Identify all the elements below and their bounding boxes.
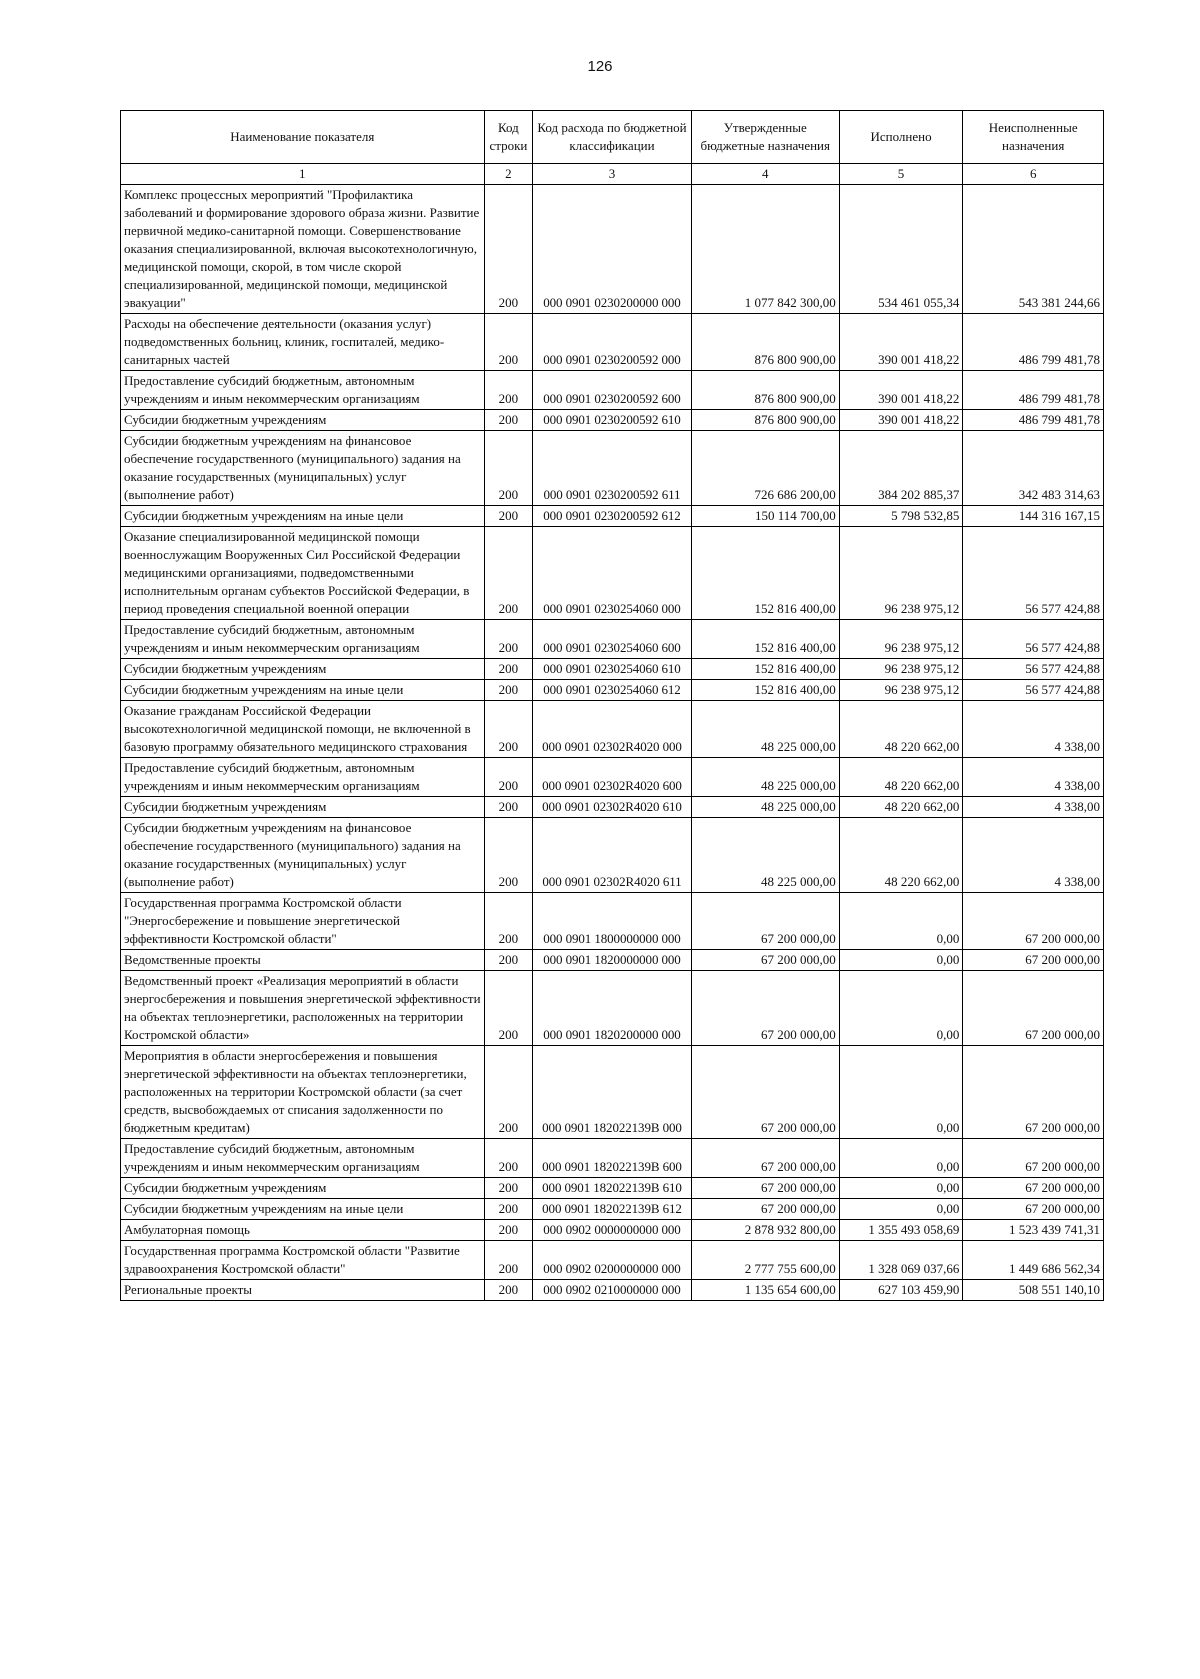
row-line-code: 200 bbox=[484, 527, 533, 620]
row-line-code: 200 bbox=[484, 620, 533, 659]
row-line-code: 200 bbox=[484, 659, 533, 680]
row-executed-amount: 5 798 532,85 bbox=[839, 506, 963, 527]
header-executed: Исполнено bbox=[839, 111, 963, 164]
row-classification-code: 000 0901 0230254060 600 bbox=[533, 620, 692, 659]
row-name: Субсидии бюджетным учреждениям bbox=[121, 659, 485, 680]
row-line-code: 200 bbox=[484, 971, 533, 1046]
row-approved-amount: 1 135 654 600,00 bbox=[691, 1280, 839, 1301]
table-row bbox=[121, 1199, 1104, 1220]
row-line-code: 200 bbox=[484, 1280, 533, 1301]
row-name: Амбулаторная помощь bbox=[121, 1220, 485, 1241]
table-row bbox=[121, 1241, 1104, 1280]
table-row bbox=[121, 371, 1104, 410]
row-classification-code: 000 0901 0230200592 612 bbox=[533, 506, 692, 527]
row-unexecuted-amount: 486 799 481,78 bbox=[963, 314, 1104, 371]
row-name: Ведомственный проект «Реализация мероприятий в области энергосбережения и повышения энергетической эффективности на объектах теплоэнергетики, расположенных на территории Костромской области» bbox=[121, 971, 485, 1046]
table-row bbox=[121, 950, 1104, 971]
column-number-row bbox=[121, 164, 1104, 185]
row-approved-amount: 48 225 000,00 bbox=[691, 758, 839, 797]
table-row bbox=[121, 620, 1104, 659]
row-unexecuted-amount: 1 523 439 741,31 bbox=[963, 1220, 1104, 1241]
row-line-code: 200 bbox=[484, 893, 533, 950]
row-executed-amount: 0,00 bbox=[839, 1199, 963, 1220]
row-name: Государственная программа Костромской области "Энергосбережение и повышение энергетической эффективности Костромской области" bbox=[121, 893, 485, 950]
row-classification-code: 000 0901 02302R4020 600 bbox=[533, 758, 692, 797]
row-line-code: 200 bbox=[484, 701, 533, 758]
row-line-code: 200 bbox=[484, 1241, 533, 1280]
row-unexecuted-amount: 486 799 481,78 bbox=[963, 410, 1104, 431]
row-classification-code: 000 0901 02302R4020 000 bbox=[533, 701, 692, 758]
row-executed-amount: 0,00 bbox=[839, 1139, 963, 1178]
row-classification-code: 000 0901 0230254060 610 bbox=[533, 659, 692, 680]
row-line-code: 200 bbox=[484, 314, 533, 371]
table-row bbox=[121, 527, 1104, 620]
row-classification-code: 000 0901 02302R4020 611 bbox=[533, 818, 692, 893]
row-name: Предоставление субсидий бюджетным, автономным учреждениям и иным некоммерческим организациям bbox=[121, 758, 485, 797]
row-approved-amount: 67 200 000,00 bbox=[691, 893, 839, 950]
row-line-code: 200 bbox=[484, 1139, 533, 1178]
table-row bbox=[121, 971, 1104, 1046]
row-executed-amount: 1 355 493 058,69 bbox=[839, 1220, 963, 1241]
table-row bbox=[121, 758, 1104, 797]
row-name: Государственная программа Костромской области "Развитие здравоохранения Костромской области" bbox=[121, 1241, 485, 1280]
header-approved: Утвержденные бюджетные назначения bbox=[691, 111, 839, 164]
row-unexecuted-amount: 67 200 000,00 bbox=[963, 1178, 1104, 1199]
table-row bbox=[121, 431, 1104, 506]
row-unexecuted-amount: 67 200 000,00 bbox=[963, 971, 1104, 1046]
table-row bbox=[121, 1046, 1104, 1139]
row-executed-amount: 627 103 459,90 bbox=[839, 1280, 963, 1301]
row-line-code: 200 bbox=[484, 1199, 533, 1220]
row-approved-amount: 67 200 000,00 bbox=[691, 971, 839, 1046]
row-executed-amount: 48 220 662,00 bbox=[839, 701, 963, 758]
table-row bbox=[121, 1139, 1104, 1178]
row-executed-amount: 0,00 bbox=[839, 950, 963, 971]
table-row bbox=[121, 1178, 1104, 1199]
row-name: Субсидии бюджетным учреждениям bbox=[121, 1178, 485, 1199]
row-name: Субсидии бюджетным учреждениям на иные цели bbox=[121, 680, 485, 701]
row-name: Комплекс процессных мероприятий "Профилактика заболеваний и формирование здорового образа жизни. Развитие первичной медико-санитарной помощи. Совершенствование оказания специализированной, включая высокотехнологичную, медицинской помощи, скорой, в том числе скорой специализированной, медицинской помощи, медицинской эвакуации" bbox=[121, 185, 485, 314]
table-row bbox=[121, 1220, 1104, 1241]
row-classification-code: 000 0901 182022139B 610 bbox=[533, 1178, 692, 1199]
row-approved-amount: 2 878 932 800,00 bbox=[691, 1220, 839, 1241]
row-name: Ведомственные проекты bbox=[121, 950, 485, 971]
row-unexecuted-amount: 56 577 424,88 bbox=[963, 527, 1104, 620]
row-line-code: 200 bbox=[484, 1046, 533, 1139]
row-executed-amount: 48 220 662,00 bbox=[839, 818, 963, 893]
row-approved-amount: 67 200 000,00 bbox=[691, 950, 839, 971]
row-approved-amount: 152 816 400,00 bbox=[691, 620, 839, 659]
row-approved-amount: 1 077 842 300,00 bbox=[691, 185, 839, 314]
row-name: Предоставление субсидий бюджетным, автономным учреждениям и иным некоммерческим организациям bbox=[121, 371, 485, 410]
row-executed-amount: 0,00 bbox=[839, 1046, 963, 1139]
row-executed-amount: 96 238 975,12 bbox=[839, 680, 963, 701]
row-approved-amount: 48 225 000,00 bbox=[691, 818, 839, 893]
row-unexecuted-amount: 508 551 140,10 bbox=[963, 1280, 1104, 1301]
row-unexecuted-amount: 67 200 000,00 bbox=[963, 1046, 1104, 1139]
row-name: Региональные проекты bbox=[121, 1280, 485, 1301]
row-line-code: 200 bbox=[484, 410, 533, 431]
row-classification-code: 000 0901 182022139B 612 bbox=[533, 1199, 692, 1220]
row-approved-amount: 150 114 700,00 bbox=[691, 506, 839, 527]
row-unexecuted-amount: 4 338,00 bbox=[963, 701, 1104, 758]
row-line-code: 200 bbox=[484, 431, 533, 506]
row-line-code: 200 bbox=[484, 371, 533, 410]
row-name: Мероприятия в области энергосбережения и повышения энергетической эффективности на объектах теплоэнергетики, расположенных на территории Костромской области (за счет средств, высвобождаемых от списания задолженности по бюджетным кредитам) bbox=[121, 1046, 485, 1139]
row-executed-amount: 96 238 975,12 bbox=[839, 659, 963, 680]
row-unexecuted-amount: 67 200 000,00 bbox=[963, 1139, 1104, 1178]
page-number: 126 bbox=[587, 58, 613, 75]
row-approved-amount: 67 200 000,00 bbox=[691, 1139, 839, 1178]
row-unexecuted-amount: 144 316 167,15 bbox=[963, 506, 1104, 527]
row-unexecuted-amount: 4 338,00 bbox=[963, 797, 1104, 818]
row-executed-amount: 390 001 418,22 bbox=[839, 410, 963, 431]
row-classification-code: 000 0901 1800000000 000 bbox=[533, 893, 692, 950]
header-budget-classification: Код расхода по бюджетной классификации bbox=[533, 111, 692, 164]
row-name: Предоставление субсидий бюджетным, автономным учреждениям и иным некоммерческим организациям bbox=[121, 1139, 485, 1178]
row-approved-amount: 2 777 755 600,00 bbox=[691, 1241, 839, 1280]
row-executed-amount: 0,00 bbox=[839, 893, 963, 950]
row-unexecuted-amount: 56 577 424,88 bbox=[963, 680, 1104, 701]
table-row bbox=[121, 818, 1104, 893]
table-row bbox=[121, 680, 1104, 701]
row-unexecuted-amount: 4 338,00 bbox=[963, 818, 1104, 893]
table-row bbox=[121, 410, 1104, 431]
row-approved-amount: 152 816 400,00 bbox=[691, 659, 839, 680]
table-row bbox=[121, 797, 1104, 818]
row-name: Предоставление субсидий бюджетным, автономным учреждениям и иным некоммерческим организациям bbox=[121, 620, 485, 659]
row-approved-amount: 876 800 900,00 bbox=[691, 314, 839, 371]
table-row bbox=[121, 506, 1104, 527]
row-approved-amount: 67 200 000,00 bbox=[691, 1178, 839, 1199]
row-name: Субсидии бюджетным учреждениям на финансовое обеспечение государственного (муниципального) задания на оказание государственных (муниципальных) услуг (выполнение работ) bbox=[121, 431, 485, 506]
table-row bbox=[121, 701, 1104, 758]
row-classification-code: 000 0901 0230200592 610 bbox=[533, 410, 692, 431]
column-number: 3 bbox=[533, 164, 692, 185]
row-name: Оказание специализированной медицинской помощи военнослужащим Вооруженных Сил Российской Федерации медицинскими организациями, подведомственными исполнительным органам субъектов Российской Федерации, в период проведения специальной военной операции bbox=[121, 527, 485, 620]
row-approved-amount: 48 225 000,00 bbox=[691, 797, 839, 818]
row-line-code: 200 bbox=[484, 185, 533, 314]
column-number: 4 bbox=[691, 164, 839, 185]
row-approved-amount: 726 686 200,00 bbox=[691, 431, 839, 506]
row-unexecuted-amount: 56 577 424,88 bbox=[963, 620, 1104, 659]
header-indicator-name: Наименование показателя bbox=[121, 111, 485, 164]
row-executed-amount: 48 220 662,00 bbox=[839, 797, 963, 818]
row-executed-amount: 390 001 418,22 bbox=[839, 371, 963, 410]
row-executed-amount: 0,00 bbox=[839, 971, 963, 1046]
column-number: 5 bbox=[839, 164, 963, 185]
header-line-code: Код строки bbox=[484, 111, 533, 164]
row-name: Расходы на обеспечение деятельности (оказания услуг) подведомственных больниц, клиник, госпиталей, медико-санитарных частей bbox=[121, 314, 485, 371]
row-line-code: 200 bbox=[484, 1178, 533, 1199]
row-classification-code: 000 0901 0230200000 000 bbox=[533, 185, 692, 314]
row-approved-amount: 876 800 900,00 bbox=[691, 410, 839, 431]
row-classification-code: 000 0901 0230200592 600 bbox=[533, 371, 692, 410]
row-classification-code: 000 0901 0230200592 611 bbox=[533, 431, 692, 506]
row-classification-code: 000 0902 0200000000 000 bbox=[533, 1241, 692, 1280]
row-unexecuted-amount: 342 483 314,63 bbox=[963, 431, 1104, 506]
row-line-code: 200 bbox=[484, 818, 533, 893]
row-classification-code: 000 0901 1820000000 000 bbox=[533, 950, 692, 971]
row-approved-amount: 67 200 000,00 bbox=[691, 1046, 839, 1139]
row-line-code: 200 bbox=[484, 950, 533, 971]
row-approved-amount: 152 816 400,00 bbox=[691, 680, 839, 701]
row-classification-code: 000 0901 0230254060 612 bbox=[533, 680, 692, 701]
row-classification-code: 000 0901 1820200000 000 bbox=[533, 971, 692, 1046]
row-unexecuted-amount: 486 799 481,78 bbox=[963, 371, 1104, 410]
row-unexecuted-amount: 67 200 000,00 bbox=[963, 950, 1104, 971]
row-line-code: 200 bbox=[484, 506, 533, 527]
column-number: 1 bbox=[121, 164, 485, 185]
row-approved-amount: 152 816 400,00 bbox=[691, 527, 839, 620]
row-name: Субсидии бюджетным учреждениям на иные цели bbox=[121, 1199, 485, 1220]
row-executed-amount: 384 202 885,37 bbox=[839, 431, 963, 506]
row-unexecuted-amount: 67 200 000,00 bbox=[963, 893, 1104, 950]
budget-execution-table bbox=[120, 110, 1104, 1301]
row-unexecuted-amount: 56 577 424,88 bbox=[963, 659, 1104, 680]
column-number: 6 bbox=[963, 164, 1104, 185]
row-line-code: 200 bbox=[484, 680, 533, 701]
header-unexecuted: Неисполненные назначения bbox=[963, 111, 1104, 164]
row-unexecuted-amount: 1 449 686 562,34 bbox=[963, 1241, 1104, 1280]
row-executed-amount: 390 001 418,22 bbox=[839, 314, 963, 371]
row-unexecuted-amount: 4 338,00 bbox=[963, 758, 1104, 797]
row-line-code: 200 bbox=[484, 758, 533, 797]
row-executed-amount: 48 220 662,00 bbox=[839, 758, 963, 797]
header-row bbox=[121, 111, 1104, 164]
row-classification-code: 000 0901 182022139B 600 bbox=[533, 1139, 692, 1178]
row-name: Субсидии бюджетным учреждениям bbox=[121, 797, 485, 818]
row-classification-code: 000 0901 182022139B 000 bbox=[533, 1046, 692, 1139]
row-name: Субсидии бюджетным учреждениям на финансовое обеспечение государственного (муниципального) задания на оказание государственных (муниципальных) услуг (выполнение работ) bbox=[121, 818, 485, 893]
row-line-code: 200 bbox=[484, 1220, 533, 1241]
row-classification-code: 000 0902 0210000000 000 bbox=[533, 1280, 692, 1301]
row-executed-amount: 96 238 975,12 bbox=[839, 620, 963, 659]
row-approved-amount: 48 225 000,00 bbox=[691, 701, 839, 758]
table-row bbox=[121, 659, 1104, 680]
row-name: Субсидии бюджетным учреждениям bbox=[121, 410, 485, 431]
row-classification-code: 000 0901 02302R4020 610 bbox=[533, 797, 692, 818]
row-unexecuted-amount: 67 200 000,00 bbox=[963, 1199, 1104, 1220]
row-classification-code: 000 0901 0230254060 000 bbox=[533, 527, 692, 620]
table-row bbox=[121, 314, 1104, 371]
row-executed-amount: 0,00 bbox=[839, 1178, 963, 1199]
table-row bbox=[121, 185, 1104, 314]
row-classification-code: 000 0901 0230200592 000 bbox=[533, 314, 692, 371]
row-name: Оказание гражданам Российской Федерации высокотехнологичной медицинской помощи, не включенной в базовую программу обязательного медицинского страхования bbox=[121, 701, 485, 758]
row-classification-code: 000 0902 0000000000 000 bbox=[533, 1220, 692, 1241]
table-row bbox=[121, 1280, 1104, 1301]
row-executed-amount: 1 328 069 037,66 bbox=[839, 1241, 963, 1280]
row-name: Субсидии бюджетным учреждениям на иные цели bbox=[121, 506, 485, 527]
row-unexecuted-amount: 543 381 244,66 bbox=[963, 185, 1104, 314]
row-executed-amount: 534 461 055,34 bbox=[839, 185, 963, 314]
row-approved-amount: 876 800 900,00 bbox=[691, 371, 839, 410]
row-line-code: 200 bbox=[484, 797, 533, 818]
column-number: 2 bbox=[484, 164, 533, 185]
row-executed-amount: 96 238 975,12 bbox=[839, 527, 963, 620]
table-row bbox=[121, 893, 1104, 950]
row-approved-amount: 67 200 000,00 bbox=[691, 1199, 839, 1220]
